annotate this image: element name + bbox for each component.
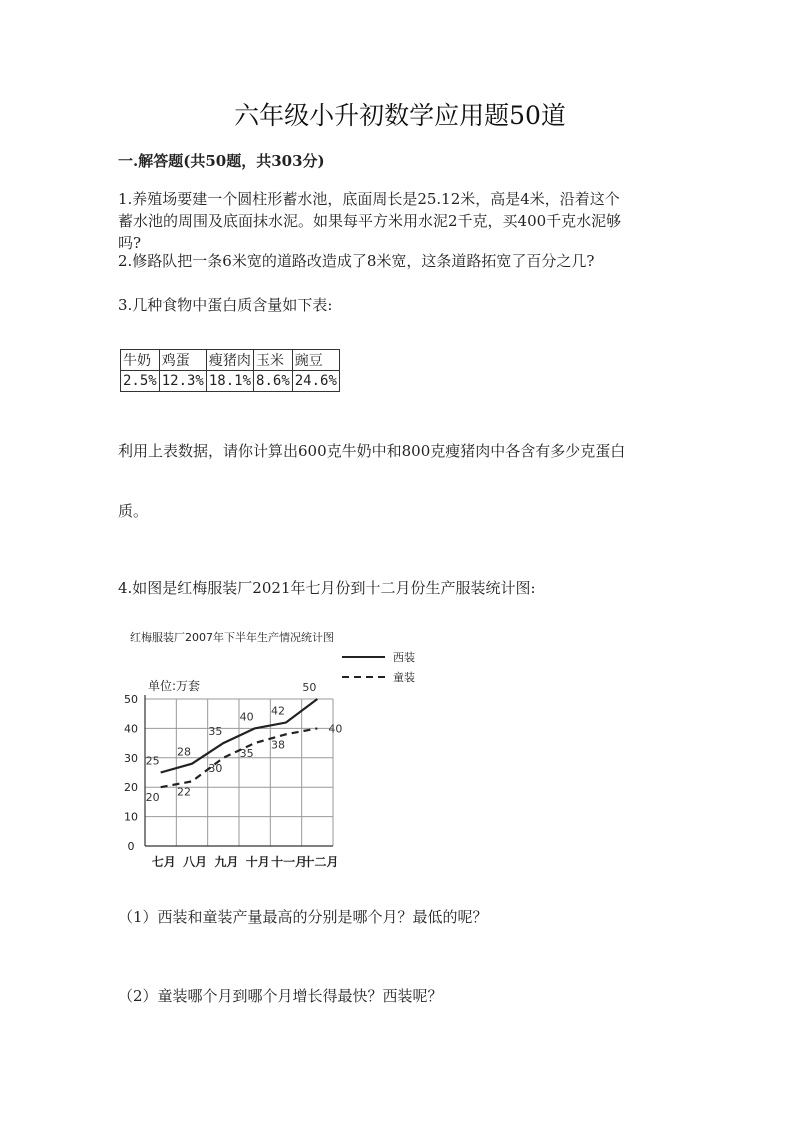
x-tick-label: 十月 [245, 855, 270, 869]
data-label: 28 [177, 745, 191, 759]
x-tick-label: 十二月 [302, 855, 339, 869]
y-tick-label: 0 [127, 840, 135, 853]
data-label: 22 [177, 785, 191, 799]
question-1-line-2: 蓄水池的周围及底面抹水泥。如果每平方米用水泥2千克，买400千克水泥够 [118, 212, 622, 230]
chart-legend [342, 650, 415, 684]
table-cell: 8.6% [254, 371, 293, 392]
question-2: 2.修路队把一条6米宽的道路改造成了8米宽，这条道路拓宽了百分之几? [118, 252, 595, 270]
question-4-intro: 4.如图是红梅服装厂2021年七月份到十二月份生产服装统计图: [118, 579, 536, 597]
y-tick-label: 50 [124, 693, 138, 706]
data-label: 38 [271, 738, 285, 752]
question-4-sub-2: （2）童装哪个月到哪个月增长得最快？西装呢？ [118, 987, 443, 1005]
question-3-intro: 3.几种食物中蛋白质含量如下表: [118, 296, 333, 314]
data-label: 40 [328, 722, 343, 736]
page-title: 六年级小升初数学应用题50道 [234, 101, 566, 130]
y-tick-label: 20 [124, 781, 138, 795]
data-label: 50 [302, 681, 317, 694]
x-tick-label: 九月 [214, 855, 239, 869]
question-1 [118, 188, 688, 254]
y-tick-label: 10 [124, 810, 138, 824]
chart-y-axis-label: 单位:万套 [148, 679, 201, 693]
table-cell: 24.6% [292, 371, 339, 392]
table-cell: 12.3% [159, 371, 206, 392]
data-label: 25 [145, 754, 160, 768]
question-1-line-3: 吗? [118, 234, 142, 252]
data-label: 40 [239, 710, 254, 724]
chart-grid [124, 693, 338, 869]
table-header-cell: 牛奶 [121, 350, 160, 371]
question-3-body-line-1: 利用上表数据，请你计算出600克牛奶中和800克瘦猪肉中各含有多少克蛋白 [118, 442, 626, 460]
legend-label: 西装 [393, 651, 415, 664]
legend-label: 童装 [393, 671, 415, 684]
data-label: 30 [208, 761, 223, 775]
question-4-sub-1: （1）西装和童装产量最高的分别是哪个月？最低的呢？ [118, 908, 488, 926]
table-header-cell: 鸡蛋 [159, 350, 206, 371]
data-label: 20 [145, 791, 160, 805]
y-tick-label: 40 [124, 722, 138, 736]
y-tick-label: 30 [124, 751, 138, 765]
chart-title: 红梅服装厂2007年下半年生产情况统计图 [130, 631, 334, 644]
data-label: 42 [271, 704, 285, 718]
table-header-cell: 豌豆 [292, 350, 339, 371]
table-header-cell: 玉米 [254, 350, 293, 371]
table-header-row [121, 350, 340, 371]
protein-table [120, 349, 340, 392]
section-heading: 一.解答题(共50题，共303分) [118, 152, 325, 170]
data-label: 35 [239, 747, 254, 761]
question-1-line-1: 1.养殖场要建一个圆柱形蓄水池，底面周长是25.12米，高是4米，沿着这个 [118, 190, 620, 208]
x-tick-label: 十一月 [271, 855, 308, 869]
question-3-body-line-2: 质。 [118, 502, 149, 520]
x-tick-label: 七月 [151, 855, 176, 869]
production-line-chart [110, 620, 415, 875]
table-cell: 2.5% [121, 371, 160, 392]
table-cell: 18.1% [206, 371, 253, 392]
x-tick-label: 八月 [183, 855, 208, 869]
data-label: 35 [208, 725, 223, 739]
table-header-cell: 瘦猪肉 [206, 350, 253, 371]
table-row [121, 371, 340, 392]
